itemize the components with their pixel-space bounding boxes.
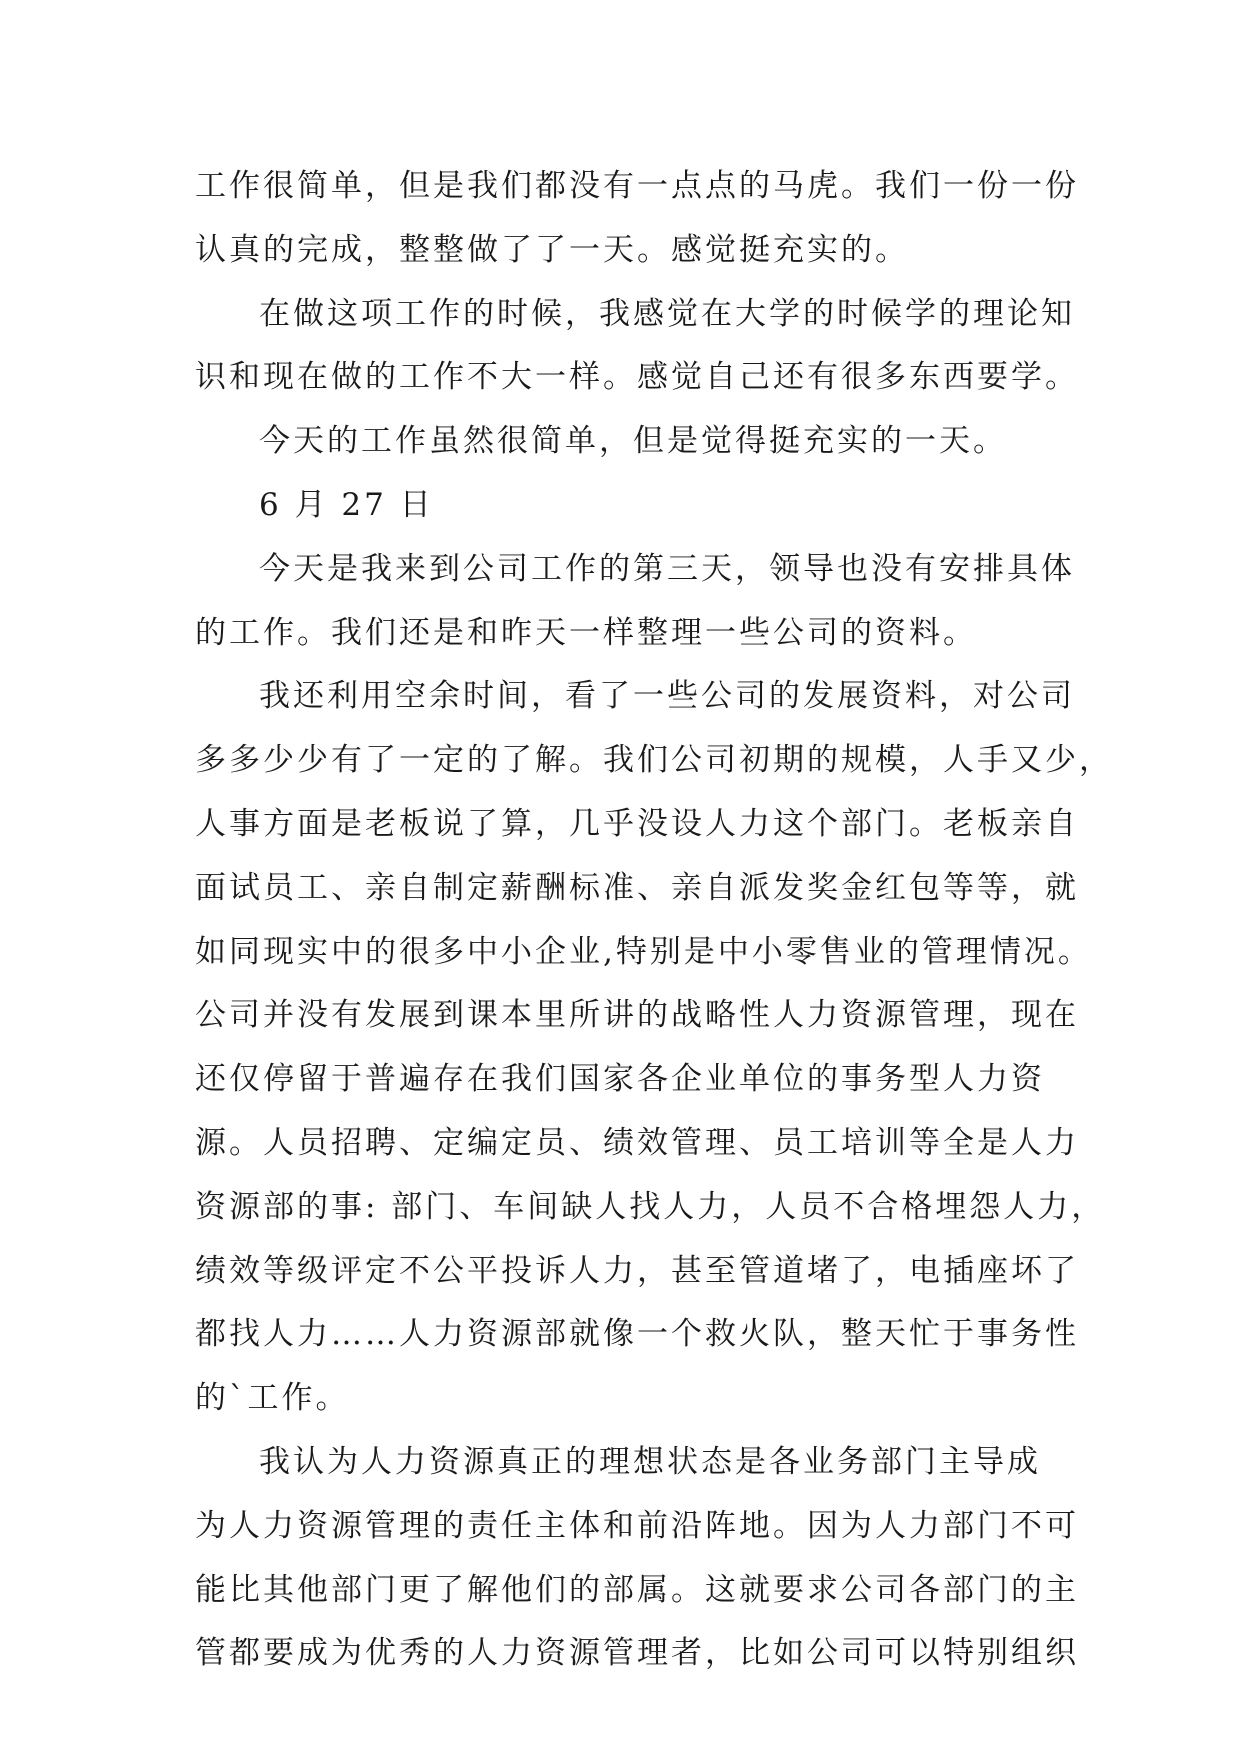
text-line: 识和现在做的工作不大一样。感觉自己还有很多东西要学。 xyxy=(195,359,1079,396)
text-line: 多多少少有了一定的了解。我们公司初期的规模，人手又少， xyxy=(195,742,1113,779)
text-line: 都找人力……人力资源部就像一个救火队，整天忙于事务性 xyxy=(195,1316,1079,1353)
text-line: 今天是我来到公司工作的第三天，领导也没有安排具体 xyxy=(259,550,1075,587)
text-line: 的工作。我们还是和昨天一样整理一些公司的资料。 xyxy=(195,614,977,651)
text-line: 管都要成为优秀的人力资源管理者，比如公司可以特别组织 xyxy=(195,1635,1079,1672)
text-line: 为人力资源管理的责任主体和前沿阵地。因为人力部门不可 xyxy=(195,1507,1079,1544)
text-line: 源。人员招聘、定编定员、绩效管理、员工培训等全是人力 xyxy=(195,1124,1079,1161)
text-line: 的`工作。 xyxy=(195,1380,350,1417)
text-line: 资源部的事: 部门、车间缺人找人力，人员不合格埋怨人力， xyxy=(195,1188,1106,1225)
text-line: 今天的工作虽然很简单，但是觉得挺充实的一天。 xyxy=(259,423,1007,460)
text-line: 绩效等级评定不公平投诉人力，甚至管道堵了，电插座坏了 xyxy=(195,1252,1079,1289)
text-line: 工作很简单，但是我们都没有一点点的马虎。我们一份一份 xyxy=(195,168,1079,204)
document-body xyxy=(195,155,1113,1686)
text-line: 公司并没有发展到课本里所讲的战略性人力资源管理，现在 xyxy=(195,997,1079,1034)
text-line: 6 月 27 日 xyxy=(259,486,434,523)
text-line: 在做这项工作的时候，我感觉在大学的时候学的理论知 xyxy=(259,295,1075,332)
text-line: 能比其他部门更了解他们的部属。这就要求公司各部门的主 xyxy=(195,1571,1079,1608)
text-line: 认真的完成，整整做了了一天。感觉挺充实的。 xyxy=(195,231,909,268)
text-line: 人事方面是老板说了算，几乎没设人力这个部门。老板亲自 xyxy=(195,805,1079,842)
text-line: 如同现实中的很多中小企业,特别是中小零售业的管理情况。 xyxy=(195,933,1092,970)
text-line: 面试员工、亲自制定薪酬标准、亲自派发奖金红包等等，就 xyxy=(195,869,1079,906)
text-line: 还仅停留于普遍存在我们国家各企业单位的事务型人力资 xyxy=(195,1061,1045,1098)
text-line: 我认为人力资源真正的理想状态是各业务部门主导成 xyxy=(259,1443,1041,1480)
text-line: 我还利用空余时间，看了一些公司的发展资料，对公司 xyxy=(259,678,1075,715)
